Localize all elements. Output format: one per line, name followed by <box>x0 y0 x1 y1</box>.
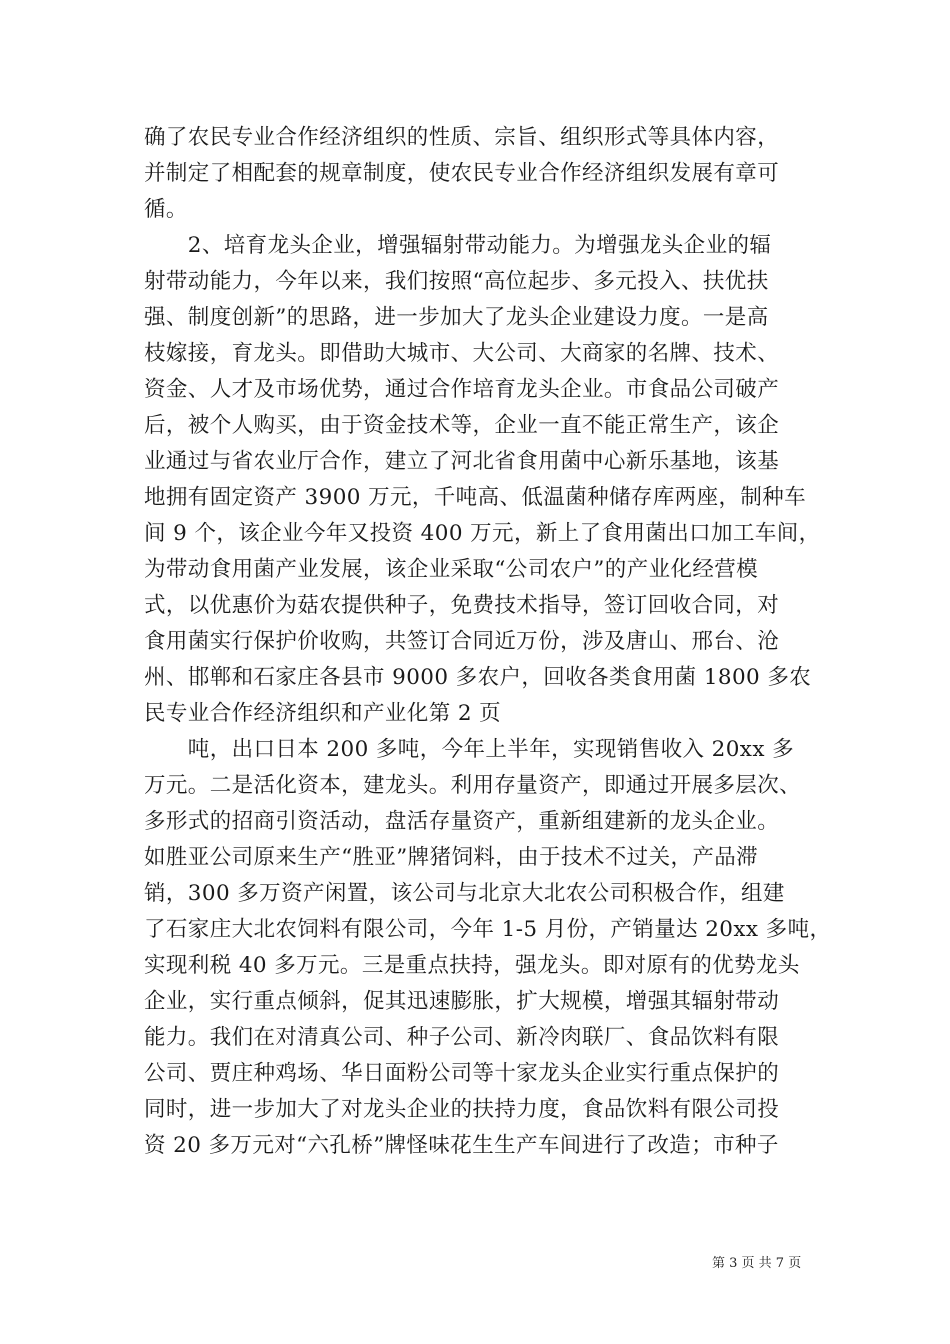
text-line: 循。 <box>144 197 188 222</box>
text-line: 实现利税 40 多万元。三是重点扶持，强龙头。即对原有的优势龙头 <box>144 953 800 978</box>
text-line: 民专业合作经济组织和产业化第 2 页 <box>144 701 502 726</box>
text-line: 食用菌实行保护价收购，共签订合同近万份，涉及唐山、邢台、沧 <box>144 629 780 654</box>
text-line: 能力。我们在对清真公司、种子公司、新冷肉联厂、食品饮料有限 <box>144 1025 780 1050</box>
text-line: 多形式的招商引资活动，盘活存量资产，重新组建新的龙头企业。 <box>144 809 780 834</box>
text-line: 吨，出口日本 200 多吨，今年上半年，实现销售收入 20xx 多 <box>144 737 794 762</box>
page-number: 第 3 页 共 7 页 <box>712 1256 802 1271</box>
text-line: 为带动食用菌产业发展，该企业采取“公司农户”的产业化经营模 <box>144 557 759 582</box>
text-line: 2、培育龙头企业，增强辐射带动能力。为增强龙头企业的辐 <box>144 233 772 258</box>
text-line: 业通过与省农业厅合作，建立了河北省食用菌中心新乐基地，该基 <box>144 449 780 474</box>
text-line: 强、制度创新”的思路，进一步加大了龙头企业建设力度。一是高 <box>144 305 769 330</box>
text-line: 间 9 个，该企业今年又投资 400 万元，新上了食用菌出口加工车间， <box>144 521 821 546</box>
text-line: 式，以优惠价为菇农提供种子，免费技术指导，签订回收合同，对 <box>144 593 780 618</box>
text-line: 销，300 多万资产闲置，该公司与北京大北农公司积极合作，组建 <box>144 881 785 906</box>
text-line: 枝嫁接，育龙头。即借助大城市、大公司、大商家的名牌、技术、 <box>144 341 780 366</box>
text-line: 企业，实行重点倾斜，促其迅速膨胀，扩大规模，增强其辐射带动 <box>144 989 780 1014</box>
text-line: 资 20 多万元对“六孔桥”牌怪味花生生产车间进行了改造；市种子 <box>144 1133 779 1158</box>
text-line: 同时，进一步加大了对龙头企业的扶持力度，食品饮料有限公司投 <box>144 1097 780 1122</box>
text-line: 后，被个人购买，由于资金技术等，企业一直不能正常生产，该企 <box>144 413 780 438</box>
text-line: 州、邯郸和石家庄各县市 9000 多农户，回收各类食用菌 1800 多农 <box>144 665 812 690</box>
text-line: 万元。二是活化资本，建龙头。利用存量资产，即通过开展多层次、 <box>144 773 802 798</box>
text-line: 了石家庄大北农饲料有限公司，今年 1-5 月份，产销量达 20xx 多吨， <box>144 917 832 942</box>
text-line: 并制定了相配套的规章制度，使农民专业合作经济组织发展有章可 <box>144 161 780 186</box>
text-line: 确了农民专业合作经济组织的性质、宗旨、组织形式等具体内容， <box>144 125 780 150</box>
text-line: 资金、人才及市场优势，通过合作培育龙头企业。市食品公司破产 <box>144 377 780 402</box>
text-line: 射带动能力，今年以来，我们按照“高位起步、多元投入、扶优扶 <box>144 269 769 294</box>
text-line: 如胜亚公司原来生产“胜亚”牌猪饲料，由于技术不过关，产品滞 <box>144 845 759 870</box>
text-line: 地拥有固定资产 3900 万元，千吨高、低温菌种储存库两座，制种车 <box>144 485 807 510</box>
text-line: 公司、贾庄种鸡场、华日面粉公司等十家龙头企业实行重点保护的 <box>144 1061 780 1086</box>
